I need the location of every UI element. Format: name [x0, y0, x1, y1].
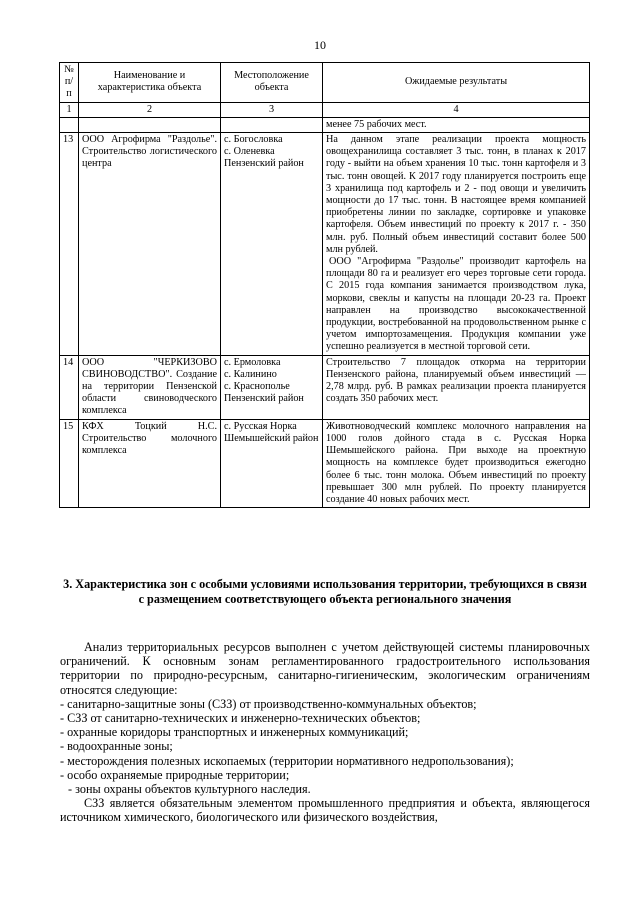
table-row	[60, 117, 590, 132]
col-number: 1	[60, 102, 79, 117]
table-header-row	[60, 63, 590, 103]
list-item: - месторождения полезных ископаемых (территории нормативного недропользования);	[60, 753, 514, 768]
row-number: 13	[60, 133, 79, 356]
list-item: - зоны охраны объектов культурного наследия.	[68, 782, 311, 797]
object-location	[221, 419, 323, 507]
col-number: 2	[79, 102, 221, 117]
object-location	[221, 133, 323, 356]
column-number-row	[60, 102, 590, 117]
result-paragraph: ООО "Агрофирма "Раздолье" производит картофель на площади 80 га и реализует его через торговые сети города. С 2015 года компания занимается производством лука, моркови, свеклы и капусты на площади 20-23 га. Проект направлен на производство высококачественной продукции, востребованной на продовольственном рынке с учетом импортозамещения. Продукция компании уже успешно реализуется в местной торговой сети.	[326, 256, 586, 353]
location-line: Шемышейский район	[224, 432, 319, 444]
header-location: Местоположение объекта	[221, 63, 323, 103]
object-name: ООО "ЧЕРКИЗОВО СВИНОВОДСТВО". Создание на территории Пензенской области свиноводческого комплекса	[79, 355, 221, 419]
col-number: 3	[221, 102, 323, 117]
list-item: - санитарно-защитные зоны (СЗЗ) от производственно-коммунальных объектов;	[60, 696, 477, 711]
closing-paragraph: СЗЗ является обязательным элементом промышленного предприятия и объекта, являющегося источником химического, биологического или физического воздействия,	[60, 796, 590, 825]
expected-results	[323, 133, 590, 356]
list-item: - охранные коридоры транспортных и инженерных коммуникаций;	[60, 725, 409, 740]
expected-results	[323, 419, 590, 507]
result-paragraph: Животноводческий комплекс молочного направления на 1000 голов дойного стада в с. Русская Норка Шемышейского района. При выходе на проектную мощность на комплексе будет производиться ежегодно более 6 тыс. тонн молока. Объем инвестиций по проекту превышает 300 млн рублей. По проекту планируется создание 40 новых рабочих мест.	[326, 420, 586, 505]
row-number: 15	[60, 419, 79, 507]
intro-paragraph: Анализ территориальных ресурсов выполнен с учетом действующей системы планировочных ограничений. К основным зонам регламентированного градостроительного использования территории по природно-ресурсным, санитарно-гигиеническим, экологическим ограничениям относятся следующие:	[60, 640, 590, 697]
location-line: с. Русская Норка	[224, 420, 297, 432]
carry-over-cell: менее 75 рабочих мест.	[323, 117, 590, 132]
object-location	[221, 355, 323, 419]
location-line: с. Оленевка	[224, 146, 275, 158]
location-line: Пензенский район	[224, 393, 304, 405]
location-line: с. Калинино	[224, 368, 277, 380]
row-number: 14	[60, 355, 79, 419]
header-name: Наименование и характеристика объекта	[79, 63, 221, 103]
location-line: с. Ермоловка	[224, 356, 281, 368]
list-item: - особо охраняемые природные территории;	[60, 767, 290, 782]
table-row	[60, 133, 590, 356]
section-title: 3. Характеристика зон с особыми условиями использования территории, требующихся в связи с размещением соответствующего объекта регионального значения	[63, 577, 587, 606]
section-body	[60, 640, 590, 825]
result-paragraph: На данном этапе реализации проекта мощность овощехранилища составляет 3 тыс. тонн, в планах к 2017 году - выйти на объем хранения 10 тыс. тонн картофеля и 3 тыс. тонн овощей. К 2017 году планируется построить еще 3 хранилища под картофель и 2 - под овощи и увеличить мощности до 17 тыс. тонн. В настоящее время компанией приобретены линии по закладке, сортировке и упаковке картофеля. Объем инвестиций по проекту к 2017 г. - 350 млн. руб. Полный объем инвестиций составит более 500 млн рублей.	[326, 134, 586, 255]
header-number: № п/п	[60, 63, 79, 103]
result-paragraph: Строительство 7 площадок откорма на территории Пензенского района, планируемый объем инвестиций — 2,78 млрд. руб. В рамках реализации проекта планируется создать 350 рабочих мест.	[326, 356, 586, 405]
location-line: с. Краснополье	[224, 381, 290, 393]
projects-table	[59, 62, 590, 508]
object-name: КФХ Тоцкий Н.С. Строительство молочного комплекса	[79, 419, 221, 507]
object-name: ООО Агрофирма "Раздолье". Строительство логистического центра	[79, 133, 221, 356]
location-line: Пензенский район	[224, 158, 304, 170]
col-number: 4	[323, 102, 590, 117]
location-line: с. Богословка	[224, 134, 283, 146]
page-number: 10	[314, 38, 326, 52]
list-item: - СЗЗ от санитарно-технических и инженерно-технических объектов;	[60, 711, 421, 726]
list-item: - водоохранные зоны;	[60, 739, 173, 754]
header-results: Ожидаемые результаты	[323, 63, 590, 103]
table-row	[60, 355, 590, 419]
restriction-zone-list	[60, 697, 590, 796]
table-row	[60, 419, 590, 507]
expected-results	[323, 355, 590, 419]
